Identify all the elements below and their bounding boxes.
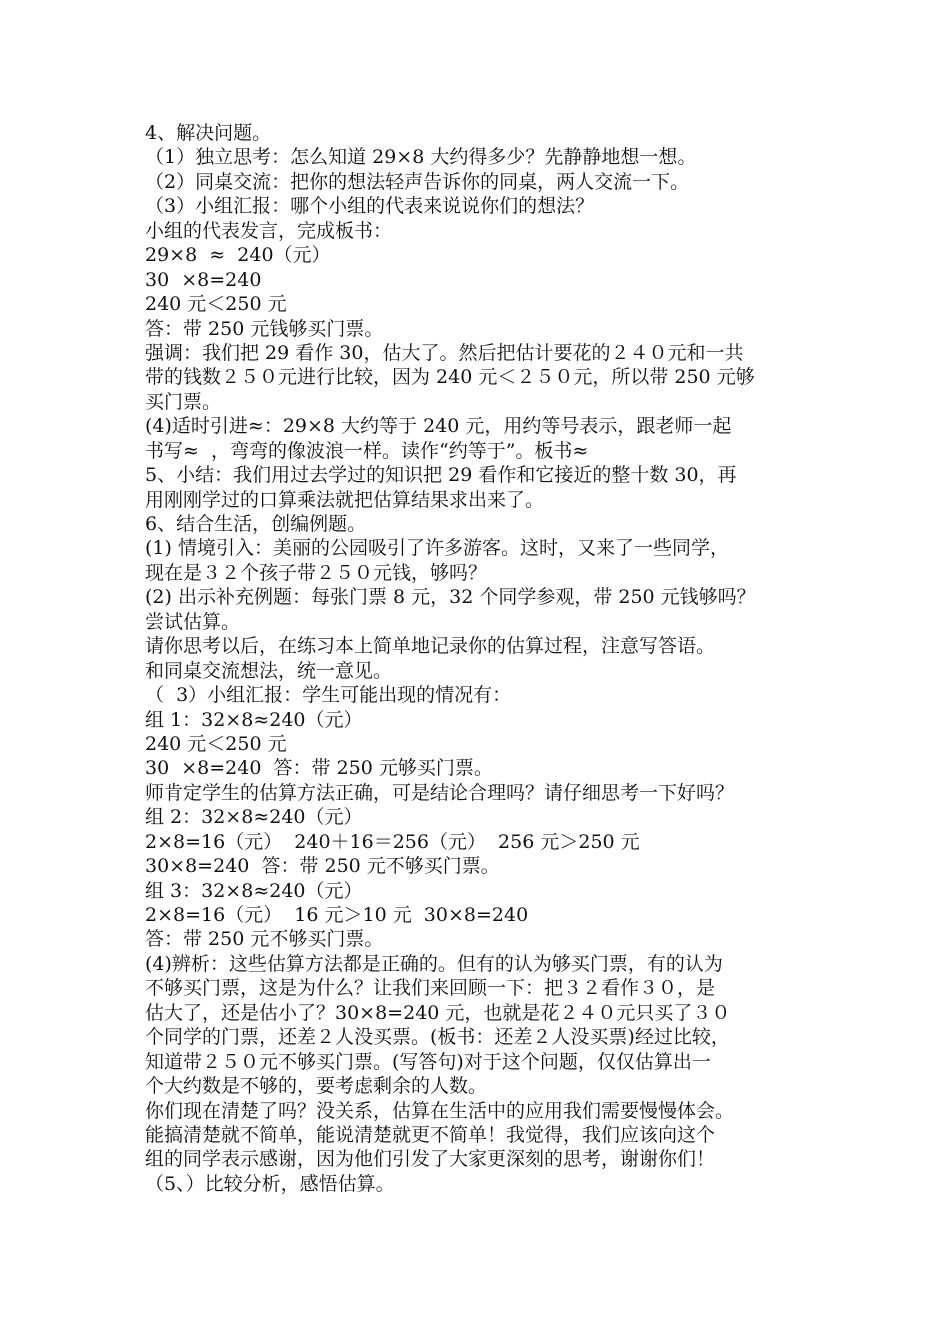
text-line: （3）小组汇报：哪个小组的代表来说说你们的想法？: [145, 195, 595, 218]
text-line: （2）同桌交流：把你的想法轻声告诉你的同桌，两人交流一下。: [145, 170, 690, 193]
text-line: 240 元＜250 元: [145, 732, 287, 755]
text-line: 用刚刚学过的口算乘法就把估算结果求出来了。: [145, 488, 545, 511]
text-line: 答：带 250 元不够买门票。: [145, 928, 384, 951]
text-line: 个大约数是不够的，要考虑剩余的人数。: [145, 1075, 488, 1098]
text-line: 30×8=240 答：带 250 元不够买门票。: [145, 855, 500, 878]
text-line: 和同桌交流想法，统一意见。: [145, 659, 393, 682]
text-line: 现在是３２个孩子带２５０元钱，够吗？: [145, 561, 488, 584]
text-line: 请你思考以后，在练习本上简单地记录你的估算过程，注意写答语。: [145, 635, 716, 658]
text-line: 5、小结：我们用过去学过的知识把 29 看作和它接近的整十数 30，再: [145, 464, 737, 487]
text-line: 4、解决问题。: [145, 122, 272, 144]
text-line: 组的同学表示感谢，因为他们引发了大家更深刻的思考，谢谢你们！: [145, 1148, 716, 1171]
text-line: 29×8 ≈ 240（元）: [145, 244, 331, 267]
text-line: 你们现在清楚了吗？没关系，估算在生活中的应用我们需要慢慢体会。: [145, 1099, 735, 1122]
text-line: (4)辨析：这些估算方法都是正确的。但有的认为够买门票，有的认为: [145, 952, 723, 975]
text-line: 估大了，还是估小了？30×8=240 元，也就是花２４０元只买了３０: [145, 1001, 731, 1024]
text-line: 2×8=16（元） 240＋16＝256（元） 256 元＞250 元: [145, 830, 640, 853]
text-line: (1) 情境引入：美丽的公园吸引了许多游客。这时，又来了一些同学，: [145, 537, 729, 560]
text-line: （5、）比较分析，感悟估算。: [145, 1172, 395, 1195]
document-page: [145, 121, 825, 1196]
text-line: 组 2：32×8≈240（元）: [145, 806, 363, 829]
text-line: 尝试估算。: [145, 610, 241, 633]
text-line: 知道带２５０元不够买门票。(写答句)对于这个问题，仅仅估算出一: [145, 1050, 711, 1073]
text-line: （1）独立思考：怎么知道 29×8 大约得多少？先静静地想一想。: [145, 146, 697, 169]
text-line: 师肯定学生的估算方法正确，可是结论合理吗？请仔细思考一下好吗？: [145, 781, 735, 804]
text-line: 强调：我们把 29 看作 30，估大了。然后把估计要花的２４０元和一共: [145, 341, 744, 364]
text-line: 30 ×8=240: [145, 268, 262, 291]
text-line: (4)适时引进≈：29×8 大约等于 240 元，用约等号表示，跟老师一起: [145, 415, 732, 438]
text-line: 30 ×8=240 答：带 250 元够买门票。: [145, 757, 493, 780]
text-line: 书写≈ ，弯弯的像波浪一样。读作“约等于”。板书≈: [145, 439, 589, 462]
text-line: 组 1：32×8≈240（元）: [145, 708, 363, 731]
text-line: 6、结合生活，创编例题。: [145, 513, 367, 535]
text-line: (2) 出示补充例题：每张门票 8 元，32 个同学参观，带 250 元钱够吗？: [145, 586, 756, 609]
text-line: 个同学的门票，还差２人没买票。(板书：还差２人没买票)经过比较，: [145, 1026, 730, 1049]
text-line: 小组的代表发言，完成板书：: [145, 219, 393, 242]
text-line: 不够买门票，这是为什么？让我们来回顾一下：把３２看作３０，是: [145, 977, 716, 1000]
text-line: 能搞清楚就不简单，能说清楚就更不简单！我觉得，我们应该向这个: [145, 1123, 716, 1146]
text-line: 答：带 250 元钱够买门票。: [145, 317, 384, 340]
text-line: 2×8=16（元） 16 元＞10 元 30×8=240: [145, 904, 529, 926]
text-line: 组 3：32×8≈240（元）: [145, 879, 363, 902]
text-line: 买门票。: [145, 390, 222, 413]
text-line: （ 3）小组汇报：学生可能出现的情况有：: [145, 684, 512, 707]
text-line: 带的钱数２５０元进行比较，因为 240 元＜２５０元，所以带 250 元够: [145, 366, 755, 389]
text-line: 240 元＜250 元: [145, 293, 287, 316]
